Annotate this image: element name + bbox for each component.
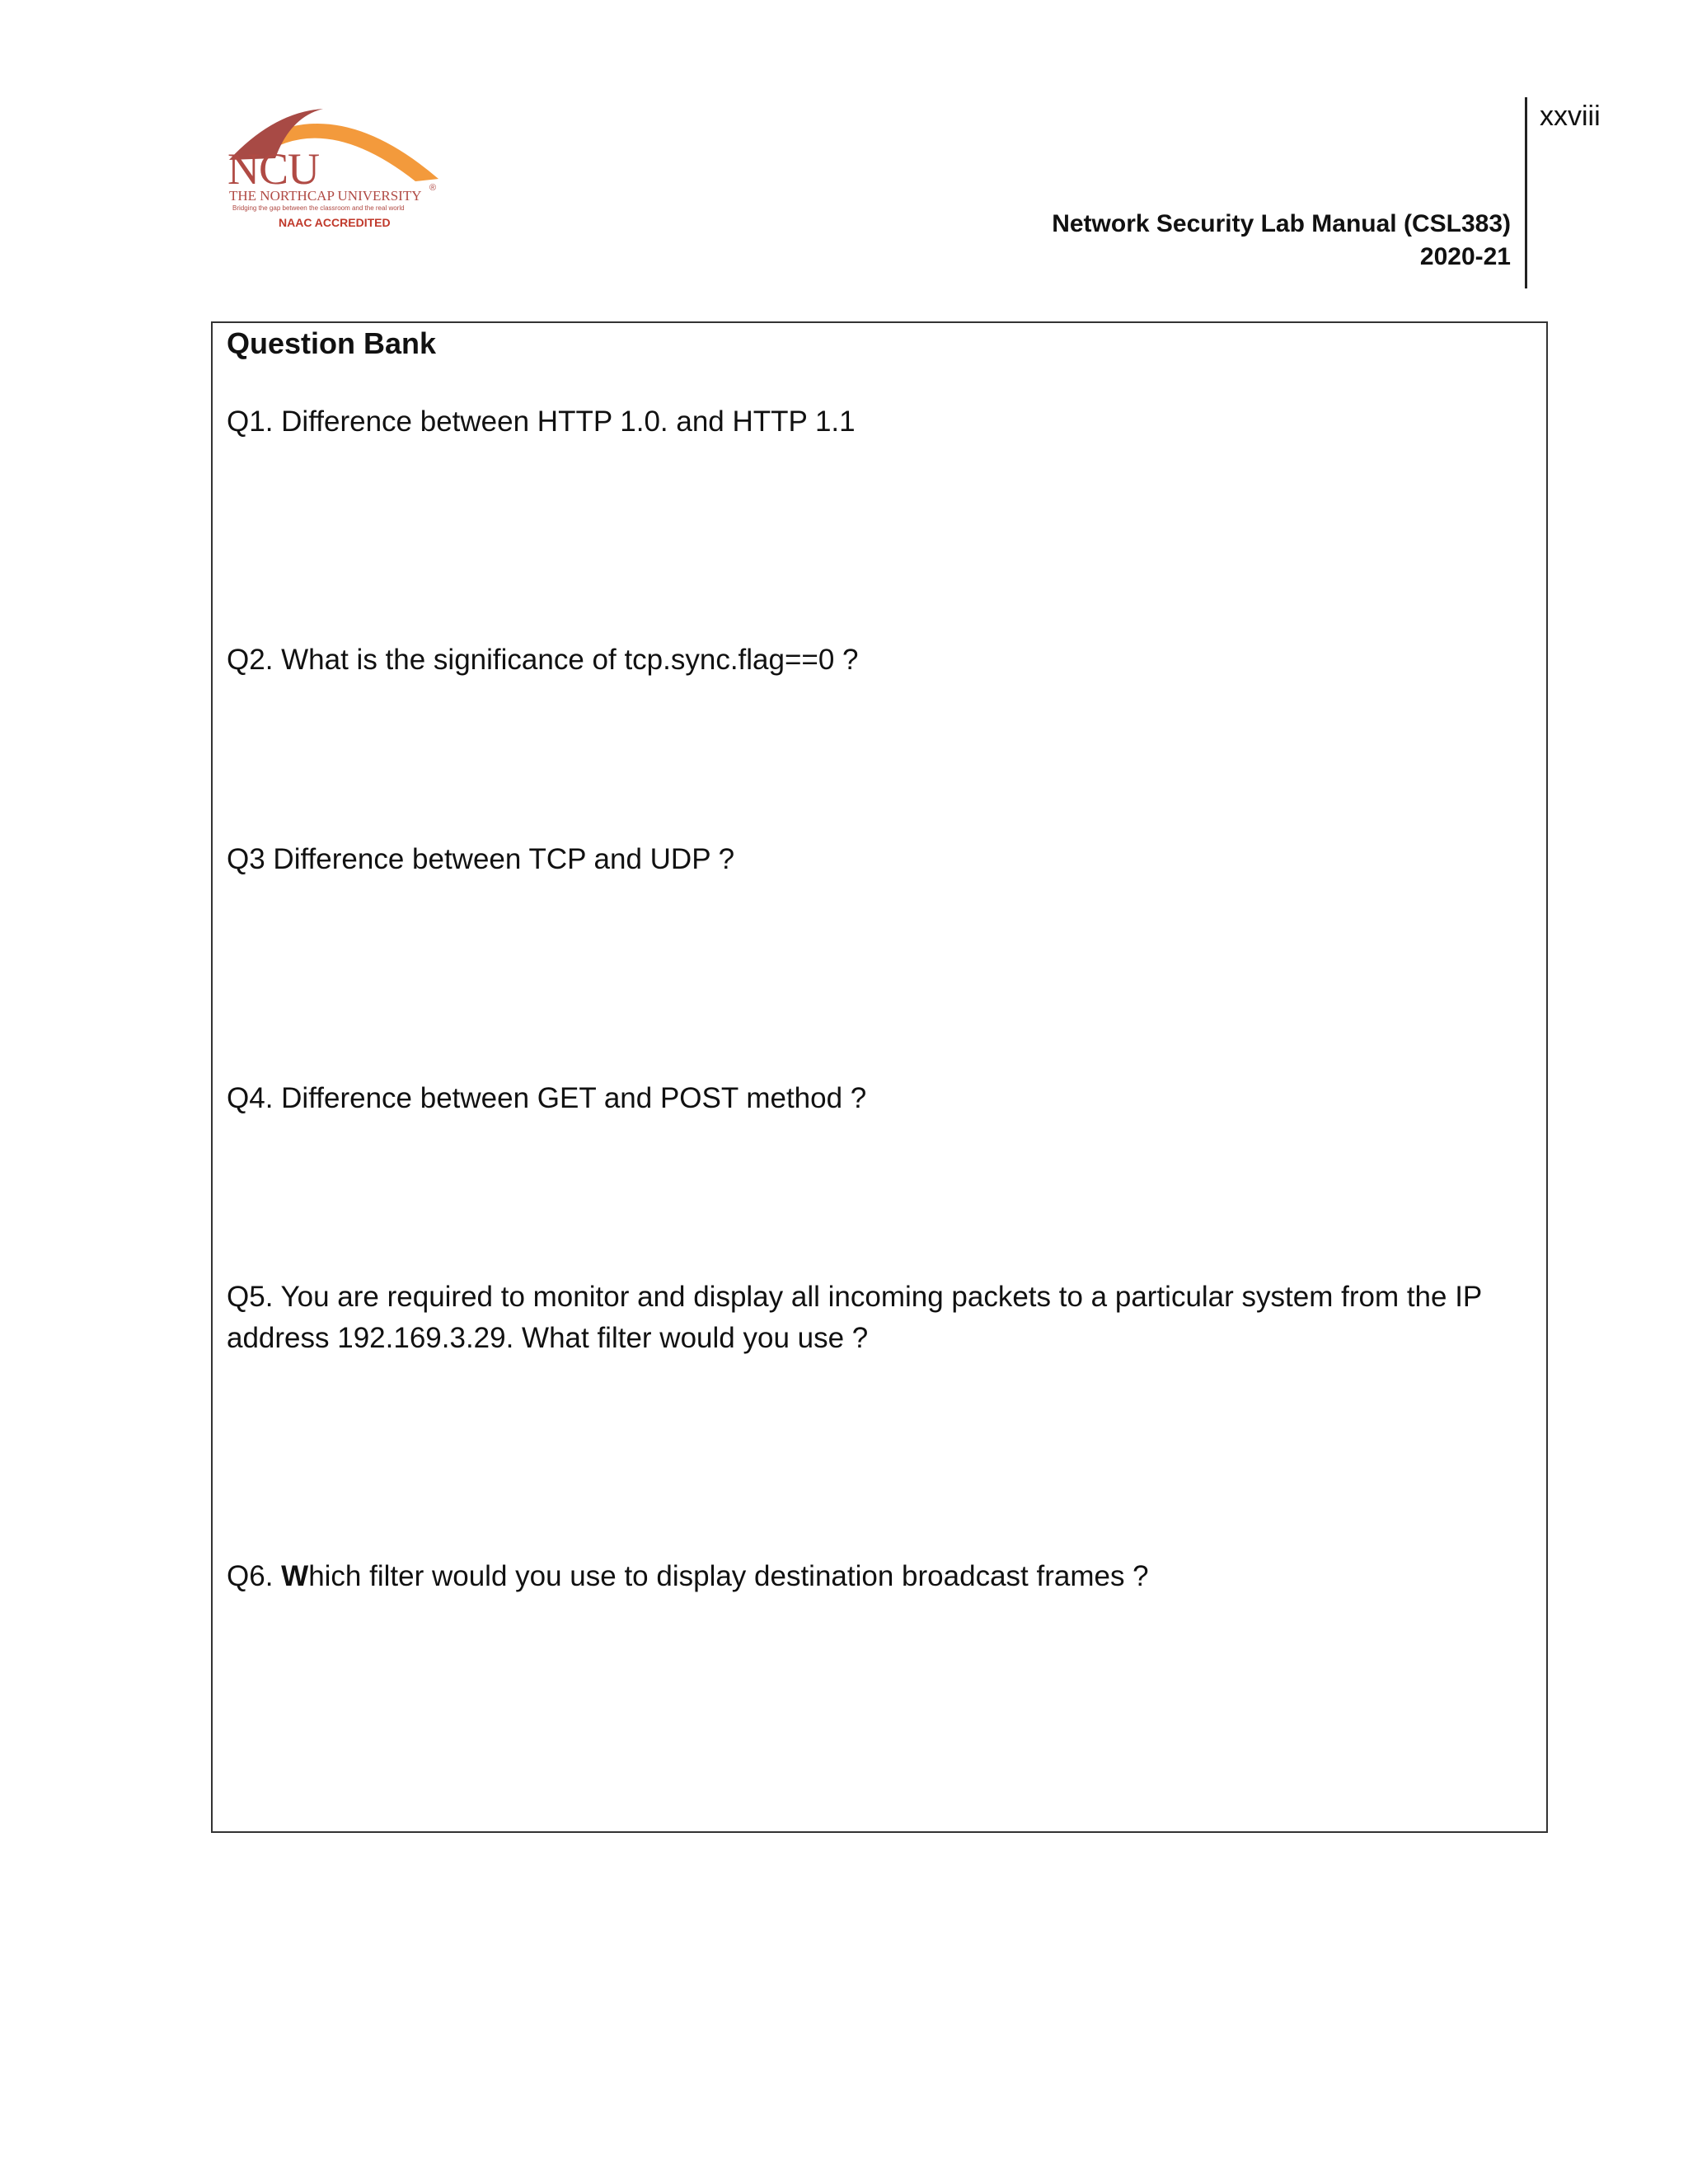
logo-registered-mark: ® xyxy=(429,183,437,193)
manual-title: Network Security Lab Manual (CSL383) xyxy=(1052,210,1511,237)
question-q6-bold-letter: W xyxy=(281,1560,309,1592)
question-q6-rest: hich filter would you use to display destination broadcast frames ? xyxy=(308,1560,1149,1592)
question-q2: Q2. What is the significance of tcp.sync.flag==0 ? xyxy=(227,644,859,676)
question-bank-title: Question Bank xyxy=(227,326,437,360)
logo-tagline: Bridging the gap between the classroom and the real world xyxy=(232,204,405,212)
academic-year: 2020-21 xyxy=(1419,243,1511,270)
header-vertical-rule xyxy=(1525,97,1527,288)
question-q6-prefix: Q6. xyxy=(227,1560,282,1592)
question-q1: Q1. Difference between HTTP 1.0. and HTTP 1.1 xyxy=(227,405,856,438)
logo-university-name: THE NORTHCAP UNIVERSITY xyxy=(229,188,422,204)
question-q6 xyxy=(227,1556,1521,1597)
page-number: xxviii xyxy=(1540,101,1601,132)
logo-accreditation: NAAC ACCREDITED xyxy=(279,216,391,229)
question-q5: Q5. You are required to monitor and display all incoming packets to a particular system from the IP address 192.169.3.29. What filter would you use ? xyxy=(227,1281,1482,1354)
university-logo xyxy=(224,101,447,241)
document-header xyxy=(1052,208,1511,274)
question-bank-box xyxy=(211,321,1548,1833)
question-q3: Q3 Difference between TCP and UDP ? xyxy=(227,843,735,875)
question-q4: Q4. Difference between GET and POST method ? xyxy=(227,1082,867,1114)
logo-abbr: NCU xyxy=(227,144,320,194)
